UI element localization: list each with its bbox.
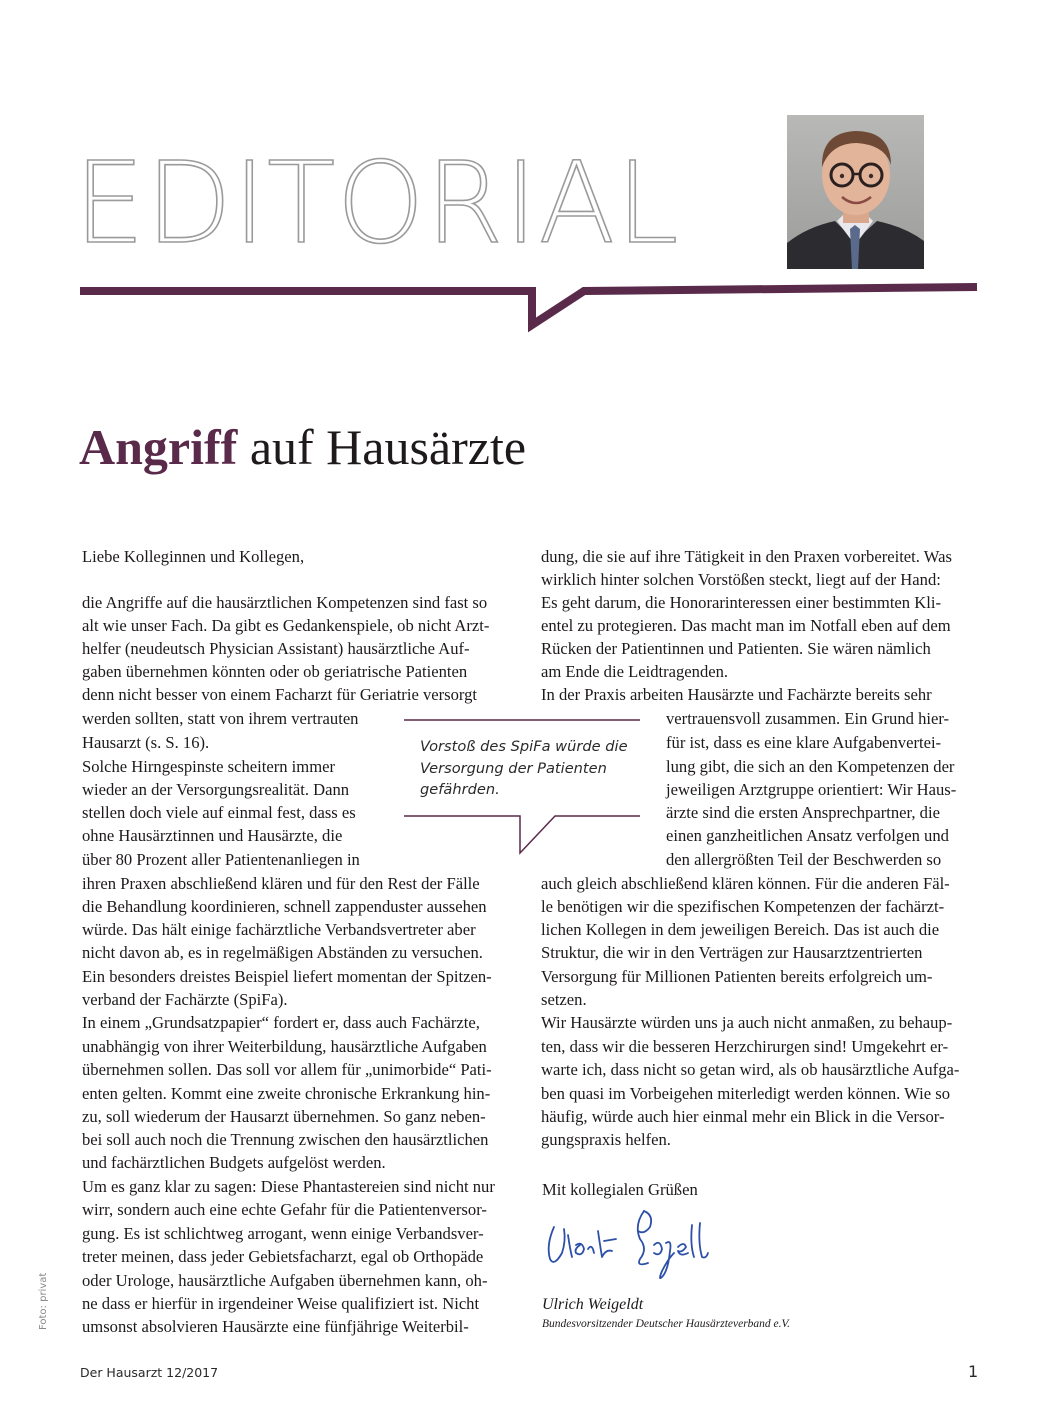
body-line: entel zu protegieren. Das macht man im Notfall eben auf dem bbox=[541, 616, 951, 635]
body-line: auch gleich abschließend klären können. Für die anderen Fäl- bbox=[541, 874, 950, 893]
body-line: gung. Es ist schlichtweg arrogant, wenn einige Verbandsver- bbox=[82, 1224, 484, 1243]
body-line: verband der Fachärzte (SpiFa). bbox=[82, 990, 288, 1009]
body-line: am Ende die Leidtragenden. bbox=[541, 662, 729, 681]
body-line: die Angriffe auf die hausärztlichen Kompetenzen sind fast so bbox=[82, 593, 488, 612]
body-line: Wir Hausärzte würden uns ja auch nicht anmaßen, zu behaup- bbox=[541, 1013, 953, 1032]
body-line: Um es ganz klar zu sagen: Diese Phantastereien sind nicht nur bbox=[82, 1177, 495, 1196]
body-line: wirr, sondern auch eine echte Gefahr für die Patientenversor- bbox=[82, 1200, 487, 1219]
body-line: enten gelten. Kommt eine zweite chronische Erkrankung hin- bbox=[82, 1084, 491, 1103]
author-role: Bundesvorsitzender Deutscher Hausärzteverband e.V. bbox=[542, 1318, 790, 1330]
body-line: warte ich, dass nicht so getan wird, als ob hausärztliche Aufga- bbox=[541, 1060, 960, 1079]
body-line: jeweiligen Arztgruppe orientiert: Wir Haus- bbox=[666, 780, 957, 799]
body-line: häufig, würde auch hier einmal mehr ein Blick in die Versor- bbox=[541, 1107, 945, 1126]
headline-accent: Angriff bbox=[79, 419, 238, 475]
body-line: stellen doch viele auf einmal fest, dass es bbox=[82, 803, 356, 822]
photo-credit: Foto: privat bbox=[38, 1272, 49, 1330]
body-line: gaben übernehmen könnten oder ob geriatrische Patienten bbox=[82, 662, 468, 681]
body-line: le benötigen wir die spezifischen Kompetenzen der fachärzt- bbox=[541, 897, 945, 916]
body-line: Solche Hirngespinste scheitern immer bbox=[82, 757, 335, 776]
section-kicker: EDITORIAL bbox=[74, 139, 680, 269]
pull-quote: Vorstoß des SpiFa würde die Versorgung der Patienten gefährden. bbox=[420, 738, 628, 798]
body-line: ben quasi im Vorbeigehen miterledigt werden können. Wie so bbox=[541, 1084, 951, 1103]
headline-rest: auf Hausärzte bbox=[237, 419, 527, 475]
handwritten-signature bbox=[540, 1205, 715, 1285]
body-line: für ist, dass es eine klare Aufgabenvertei- bbox=[666, 733, 942, 752]
body-line: ne dass er hierfür in irgendeiner Weise qualifiziert ist. Nicht bbox=[82, 1294, 480, 1313]
body-line: werden sollten, statt von ihrem vertrauten bbox=[82, 709, 359, 728]
body-line: lung gibt, die sich an den Kompetenzen der bbox=[666, 757, 955, 776]
page-number: 1 bbox=[968, 1362, 979, 1381]
body-line: ohne Hausärztinnen und Hausärzte, die bbox=[82, 826, 343, 845]
body-line: lichen Kollegen in dem jeweiligen Bereich. Das ist auch die bbox=[541, 920, 940, 939]
body-line: denn nicht besser von einem Facharzt für Geriatrie versorgt bbox=[82, 685, 478, 704]
body-line: In einem „Grundsatzpapier“ fordert er, dass auch Fachärzte, bbox=[82, 1013, 480, 1032]
body-line: oder Urologe, hausärztliche Aufgaben übernehmen kann, oh- bbox=[82, 1271, 488, 1290]
body-line: Versorgung für Millionen Patienten bereits erfolgreich um- bbox=[541, 967, 933, 986]
body-line: Hausarzt (s. S. 16). bbox=[82, 733, 210, 752]
body-line: den allergrößten Teil der Beschwerden so bbox=[666, 850, 942, 869]
body-line: gungspraxis helfen. bbox=[541, 1130, 671, 1149]
body-line: die Behandlung koordinieren, schnell zappenduster aussehen bbox=[82, 897, 487, 916]
body-line: setzen. bbox=[541, 990, 587, 1009]
publication-footer: Der Hausarzt 12/2017 bbox=[80, 1365, 219, 1380]
body-line: zu, soll wiederum der Hausarzt übernehmen. So ganz neben- bbox=[82, 1107, 486, 1126]
body-line: würde. Das hält einige fachärztliche Verbandsvertreter aber bbox=[82, 920, 476, 939]
closing-greeting: Mit kollegialen Grüßen bbox=[542, 1180, 698, 1199]
body-line: wirklich hinter solchen Vorstößen steckt, liegt auf der Hand: bbox=[541, 570, 941, 589]
body-line: einen ganzheitlichen Ansatz verfolgen und bbox=[666, 826, 949, 845]
body-line: Struktur, die wir in den Verträgen zur Hausarztzentrierten bbox=[541, 943, 923, 962]
body-line: dung, die sie auf ihre Tätigkeit in den Praxen vorbereitet. Was bbox=[541, 547, 952, 566]
author-name: Ulrich Weigeldt bbox=[542, 1296, 644, 1313]
body-line: nicht davon ab, es in regelmäßigen Abständen zu versuchen. bbox=[82, 943, 483, 962]
body-line: helfer (neudeutsch Physician Assistant) hausärztliche Auf- bbox=[82, 639, 470, 658]
body-line: treter meinen, dass jeder Gebietsfacharzt, egal ob Orthopäde bbox=[82, 1247, 484, 1266]
body-line: Ein besonders dreistes Beispiel liefert momentan der Spitzen- bbox=[82, 967, 492, 986]
body-line: Es geht darum, die Honorarinteressen einer bestimmten Kli- bbox=[541, 593, 941, 612]
body-line: ten, dass wir die besseren Herzchirurgen sind! Umgekehrt er- bbox=[541, 1037, 949, 1056]
body-line: ärzte sind die ersten Ansprechpartner, die bbox=[666, 803, 940, 822]
body-line: unabhängig von ihrer Weiterbildung, hausärztliche Aufgaben bbox=[82, 1037, 487, 1056]
body-line: Liebe Kolleginnen und Kollegen, bbox=[82, 547, 305, 566]
body-line: über 80 Prozent aller Patientenanliegen in bbox=[82, 850, 360, 869]
body-line: wieder an der Versorgungsrealität. Dann bbox=[82, 780, 350, 799]
body-line: übernehmen sollen. Das soll vor allem für „unimorbide“ Pati- bbox=[82, 1060, 492, 1079]
body-line: alt wie unser Fach. Da gibt es Gedankenspiele, ob nicht Arzt- bbox=[82, 616, 490, 635]
body-line: ihren Praxen abschließend klären und für den Rest der Fälle bbox=[82, 874, 480, 893]
body-line: umsonst absolvieren Hausärzte eine fünfjährige Weiterbil- bbox=[82, 1317, 469, 1336]
body-line: Rücken der Patientinnen und Patienten. Sie wären nämlich bbox=[541, 639, 931, 658]
body-line: und fachärztlichen Budgets aufgelöst werden. bbox=[82, 1153, 386, 1172]
body-line: In der Praxis arbeiten Hausärzte und Fachärzte bereits sehr bbox=[541, 685, 932, 704]
body-line: vertrauensvoll zusammen. Ein Grund hier- bbox=[666, 709, 950, 728]
body-line: bei soll auch noch die Trennung zwischen den hausärztlichen bbox=[82, 1130, 489, 1149]
